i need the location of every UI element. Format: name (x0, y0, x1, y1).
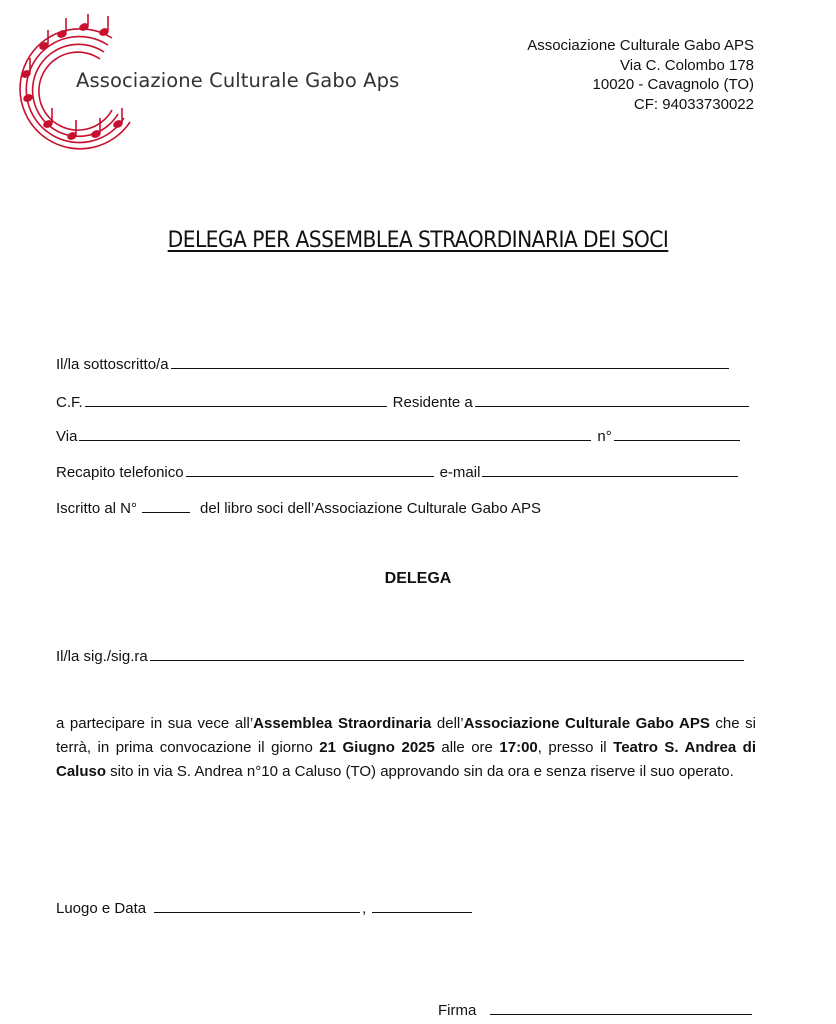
luogo-field[interactable] (154, 898, 360, 913)
address-line-city: 10020 - Cavagnolo (TO) (592, 76, 754, 93)
iscritto-numero-field[interactable] (142, 498, 190, 513)
via-field[interactable] (79, 426, 591, 441)
row-contatti (56, 462, 740, 481)
cf-field[interactable] (85, 392, 387, 407)
paragraph-bold-date: 21 Giugno 2025 (319, 739, 435, 756)
sottoscritto-field[interactable] (171, 354, 729, 369)
paragraph-text: alle ore (434, 739, 500, 756)
sottoscritto-label: Il/la sottoscritto/a (56, 356, 169, 373)
logo-text: Associazione Culturale Gabo Aps (76, 69, 400, 92)
residente-field[interactable] (475, 392, 749, 407)
delega-heading: DELEGA (384, 570, 452, 587)
data-field[interactable] (372, 898, 472, 913)
row-via (56, 426, 742, 445)
residente-label: Residente a (392, 394, 473, 411)
iscritto-label: Iscritto al N° (56, 500, 138, 517)
row-cf-residenza (56, 392, 751, 411)
row-iscrizione (56, 498, 541, 517)
row-firma (438, 1000, 754, 1019)
cf-label: C.F. (56, 394, 83, 411)
paragraph-text: che si terrà, in prima convocazione il giorno (56, 715, 757, 756)
telefono-label: Recapito telefonico (56, 464, 184, 481)
delegato-label: Il/la sig./sig.ra (56, 648, 148, 665)
paragraph-bold-associazione: Associazione Culturale Gabo APS (463, 715, 710, 732)
address-line-street: Via C. Colombo 178 (620, 56, 754, 74)
paragraph-bold-assemblea: Assemblea Straordinaria (253, 715, 432, 732)
delegato-field[interactable] (150, 646, 744, 661)
via-label: Via (56, 428, 78, 445)
address-block (527, 36, 754, 114)
paragraph-text: dell’ (431, 715, 464, 732)
paragraph-text: sito in via S. Andrea n°10 a Caluso (TO) approvando sin da ora e senza riserve il suo operato. (106, 763, 734, 780)
email-label: e-mail (439, 464, 481, 481)
delega-paragraph (56, 712, 756, 784)
address-line-cf: CF: 94033730022 (633, 95, 754, 113)
numero-field[interactable] (614, 426, 740, 441)
paragraph-bold-venue: Teatro S. Andrea di Caluso (56, 739, 757, 780)
paragraph-bold-time: 17:00 (499, 739, 538, 756)
address-line-name: Associazione Culturale Gabo APS (527, 37, 754, 54)
row-luogo-data (56, 898, 474, 917)
email-field[interactable] (482, 462, 738, 477)
luogo-data-label: Luogo e Data (56, 900, 147, 917)
telefono-field[interactable] (186, 462, 434, 477)
comma-separator: , (362, 900, 367, 917)
libro-soci-label: del libro soci dell’Associazione Culturale Gabo APS (200, 500, 542, 517)
paragraph-text: , presso il (537, 739, 614, 756)
firma-field[interactable] (490, 1000, 752, 1015)
numero-label: n° (597, 428, 612, 445)
row-delegato (56, 646, 746, 665)
row-sottoscritto (56, 354, 731, 373)
firma-label: Firma (438, 1002, 477, 1019)
paragraph-text: a partecipare in sua vece all’ (56, 715, 254, 732)
document-title: DELEGA PER ASSEMBLEA STRAORDINARIA DEI SOCI (167, 228, 669, 253)
